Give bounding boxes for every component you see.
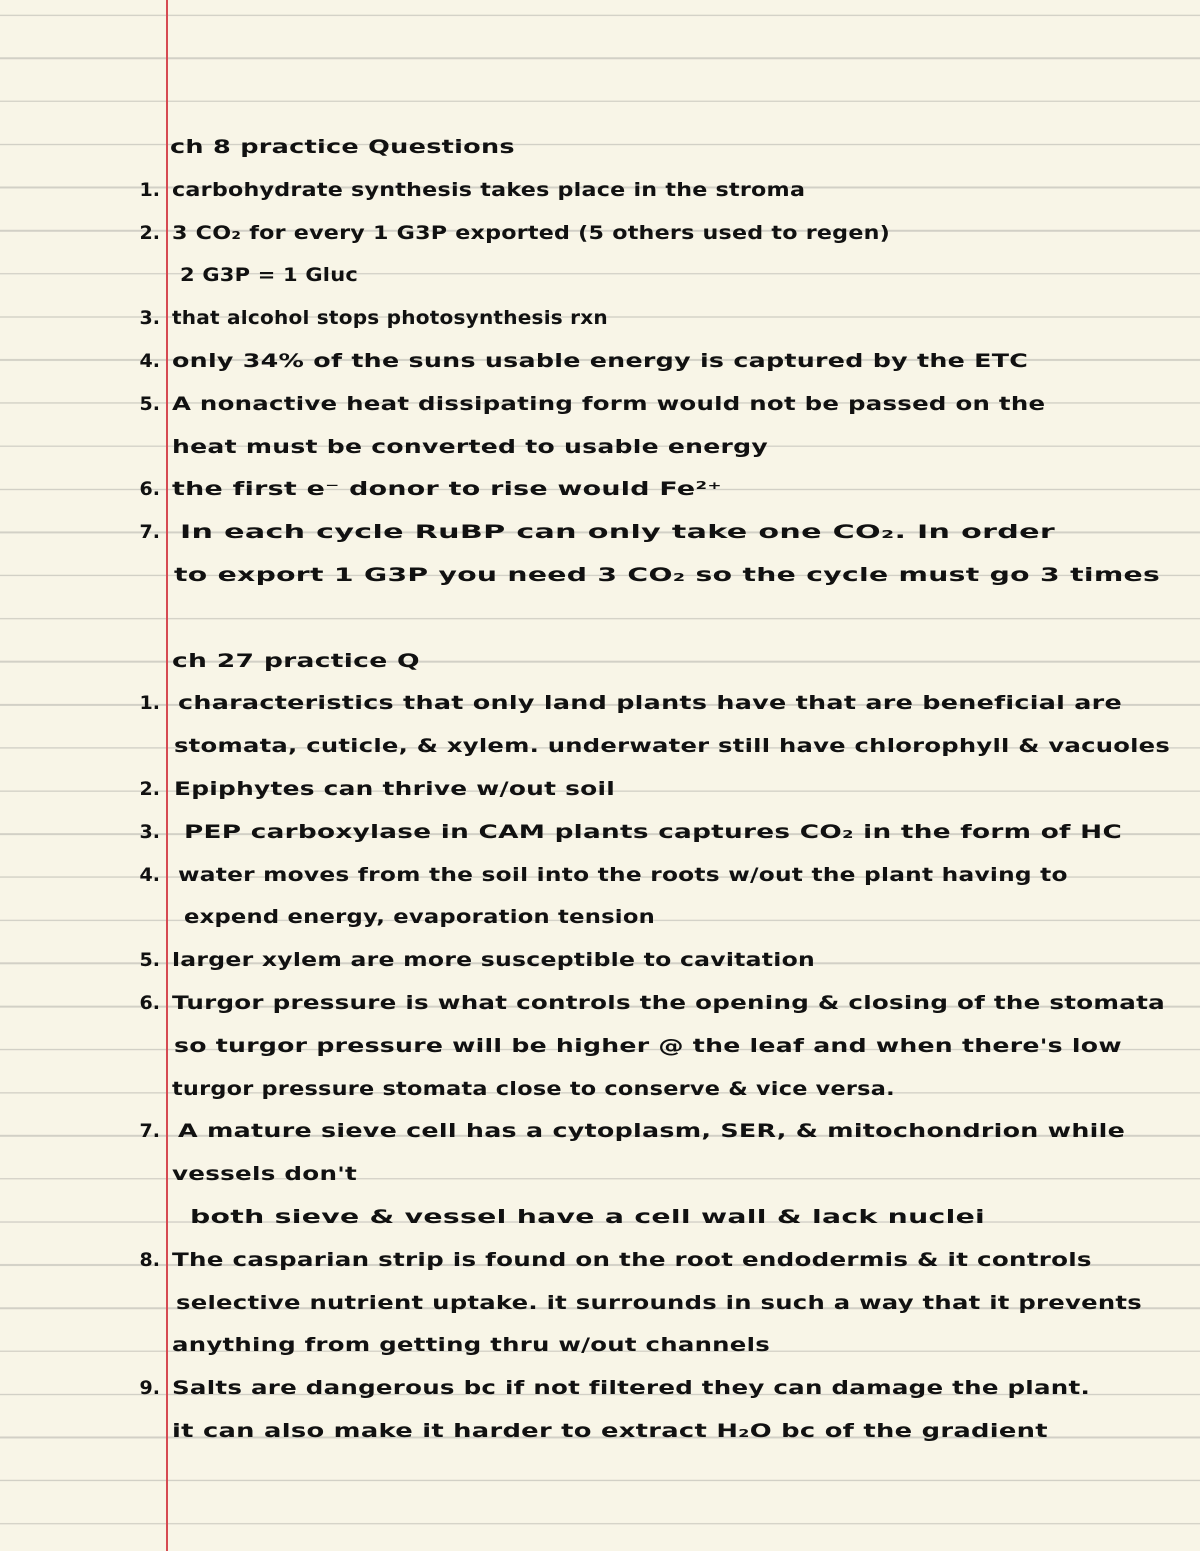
note-item-line [0, 809, 1200, 847]
note-text: anything from getting thru w/out channels [172, 1334, 770, 1357]
note-item-line [0, 167, 1200, 205]
note-continuation-line [0, 595, 1200, 633]
note-item-line [0, 1108, 1200, 1146]
note-item-line [0, 509, 1200, 547]
note-text: characteristics that only land plants have that are beneficial are [178, 692, 1122, 715]
note-continuation-line [0, 1194, 1200, 1232]
item-number: 5. [139, 392, 160, 415]
note-text: the first e⁻ donor to rise would Fe²⁺ [172, 478, 722, 501]
note-continuation-line [0, 723, 1200, 761]
note-continuation-line [0, 638, 1200, 676]
note-item-line [0, 1365, 1200, 1403]
note-item-line [0, 980, 1200, 1018]
note-text: so turgor pressure will be higher @ the leaf and when there's low [174, 1034, 1122, 1057]
item-number: 9. [139, 1377, 160, 1400]
note-text: vessels don't [172, 1163, 358, 1186]
note-continuation-line [0, 1151, 1200, 1189]
note-text: expend energy, evaporation tension [184, 906, 656, 929]
note-text: 3 CO₂ for every 1 G3P exported (5 others used to regen) [172, 221, 891, 244]
note-text: it can also make it harder to extract H₂O bc of the gradient [172, 1420, 1048, 1442]
item-number: 8. [139, 1248, 160, 1271]
item-number: 6. [139, 478, 160, 501]
note-text: stomata, cuticle, & xylem. underwater still have chlorophyll & vacuoles [174, 735, 1171, 758]
note-text: Epiphytes can thrive w/out soil [174, 778, 616, 800]
note-text: In each cycle RuBP can only take one CO₂. In order [180, 521, 1056, 544]
note-continuation-line [0, 1322, 1200, 1360]
note-text: only 34% of the suns usable energy is captured by the ETC [172, 350, 1029, 372]
note-text: A nonactive heat dissipating form would not be passed on the [172, 392, 1046, 415]
note-continuation-line [0, 124, 1200, 162]
note-continuation-line [0, 552, 1200, 590]
note-text: that alcohol stops photosynthesis rxn [172, 307, 608, 330]
note-item-line [0, 937, 1200, 975]
note-text: larger xylem are more susceptible to cavitation [172, 949, 815, 972]
item-number: 7. [139, 1120, 160, 1143]
item-number: 2. [139, 778, 160, 800]
item-number: 4. [139, 350, 160, 372]
note-text: carbohydrate synthesis takes place in the stroma [172, 178, 806, 201]
note-item-line [0, 766, 1200, 804]
note-text: water moves from the soil into the roots w/out the plant having to [178, 863, 1068, 886]
item-number: 3. [139, 820, 160, 843]
note-text: both sieve & vessel have a cell wall & lack nuclei [190, 1206, 986, 1228]
note-item-line [0, 852, 1200, 890]
item-number: 1. [139, 178, 160, 201]
item-number: 3. [139, 307, 160, 330]
note-item-line [0, 295, 1200, 333]
note-text: A mature sieve cell has a cytoplasm, SER, & mitochondrion while [178, 1120, 1126, 1143]
note-continuation-line [0, 1023, 1200, 1061]
note-continuation-line [0, 424, 1200, 462]
item-number: 4. [139, 863, 160, 886]
note-text: to export 1 G3P you need 3 CO₂ so the cycle must go 3 times [174, 564, 1161, 586]
note-text: turgor pressure stomata close to conserve & vice versa. [172, 1077, 895, 1100]
note-text: selective nutrient uptake. it surrounds in such a way that it prevents [176, 1291, 1142, 1314]
note-text: Salts are dangerous bc if not filtered they can damage the plant. [172, 1377, 1091, 1400]
item-number: 2. [139, 221, 160, 244]
note-item-line [0, 680, 1200, 718]
note-continuation-line [0, 252, 1200, 290]
note-text: heat must be converted to usable energy [172, 435, 769, 458]
item-number: 1. [139, 692, 160, 715]
note-text: ch 8 practice Questions [170, 136, 515, 158]
note-item-line [0, 338, 1200, 376]
item-number: 7. [139, 521, 160, 544]
item-number: 6. [139, 992, 160, 1014]
note-text: Turgor pressure is what controls the opening & closing of the stomata [172, 992, 1165, 1014]
note-text: 2 G3P = 1 Gluc [180, 264, 359, 287]
note-item-line [0, 210, 1200, 248]
note-item-line [0, 381, 1200, 419]
note-text: PEP carboxylase in CAM plants captures CO₂ in the form of HC [184, 820, 1123, 843]
note-continuation-line [0, 1280, 1200, 1318]
note-text: ch 27 practice Q [172, 649, 420, 672]
note-continuation-line [0, 894, 1200, 932]
note-text: The casparian strip is found on the root endodermis & it controls [172, 1248, 1092, 1271]
note-continuation-line [0, 1066, 1200, 1104]
note-item-line [0, 466, 1200, 504]
note-item-line [0, 1237, 1200, 1275]
note-continuation-line [0, 1408, 1200, 1446]
item-number: 5. [139, 949, 160, 972]
